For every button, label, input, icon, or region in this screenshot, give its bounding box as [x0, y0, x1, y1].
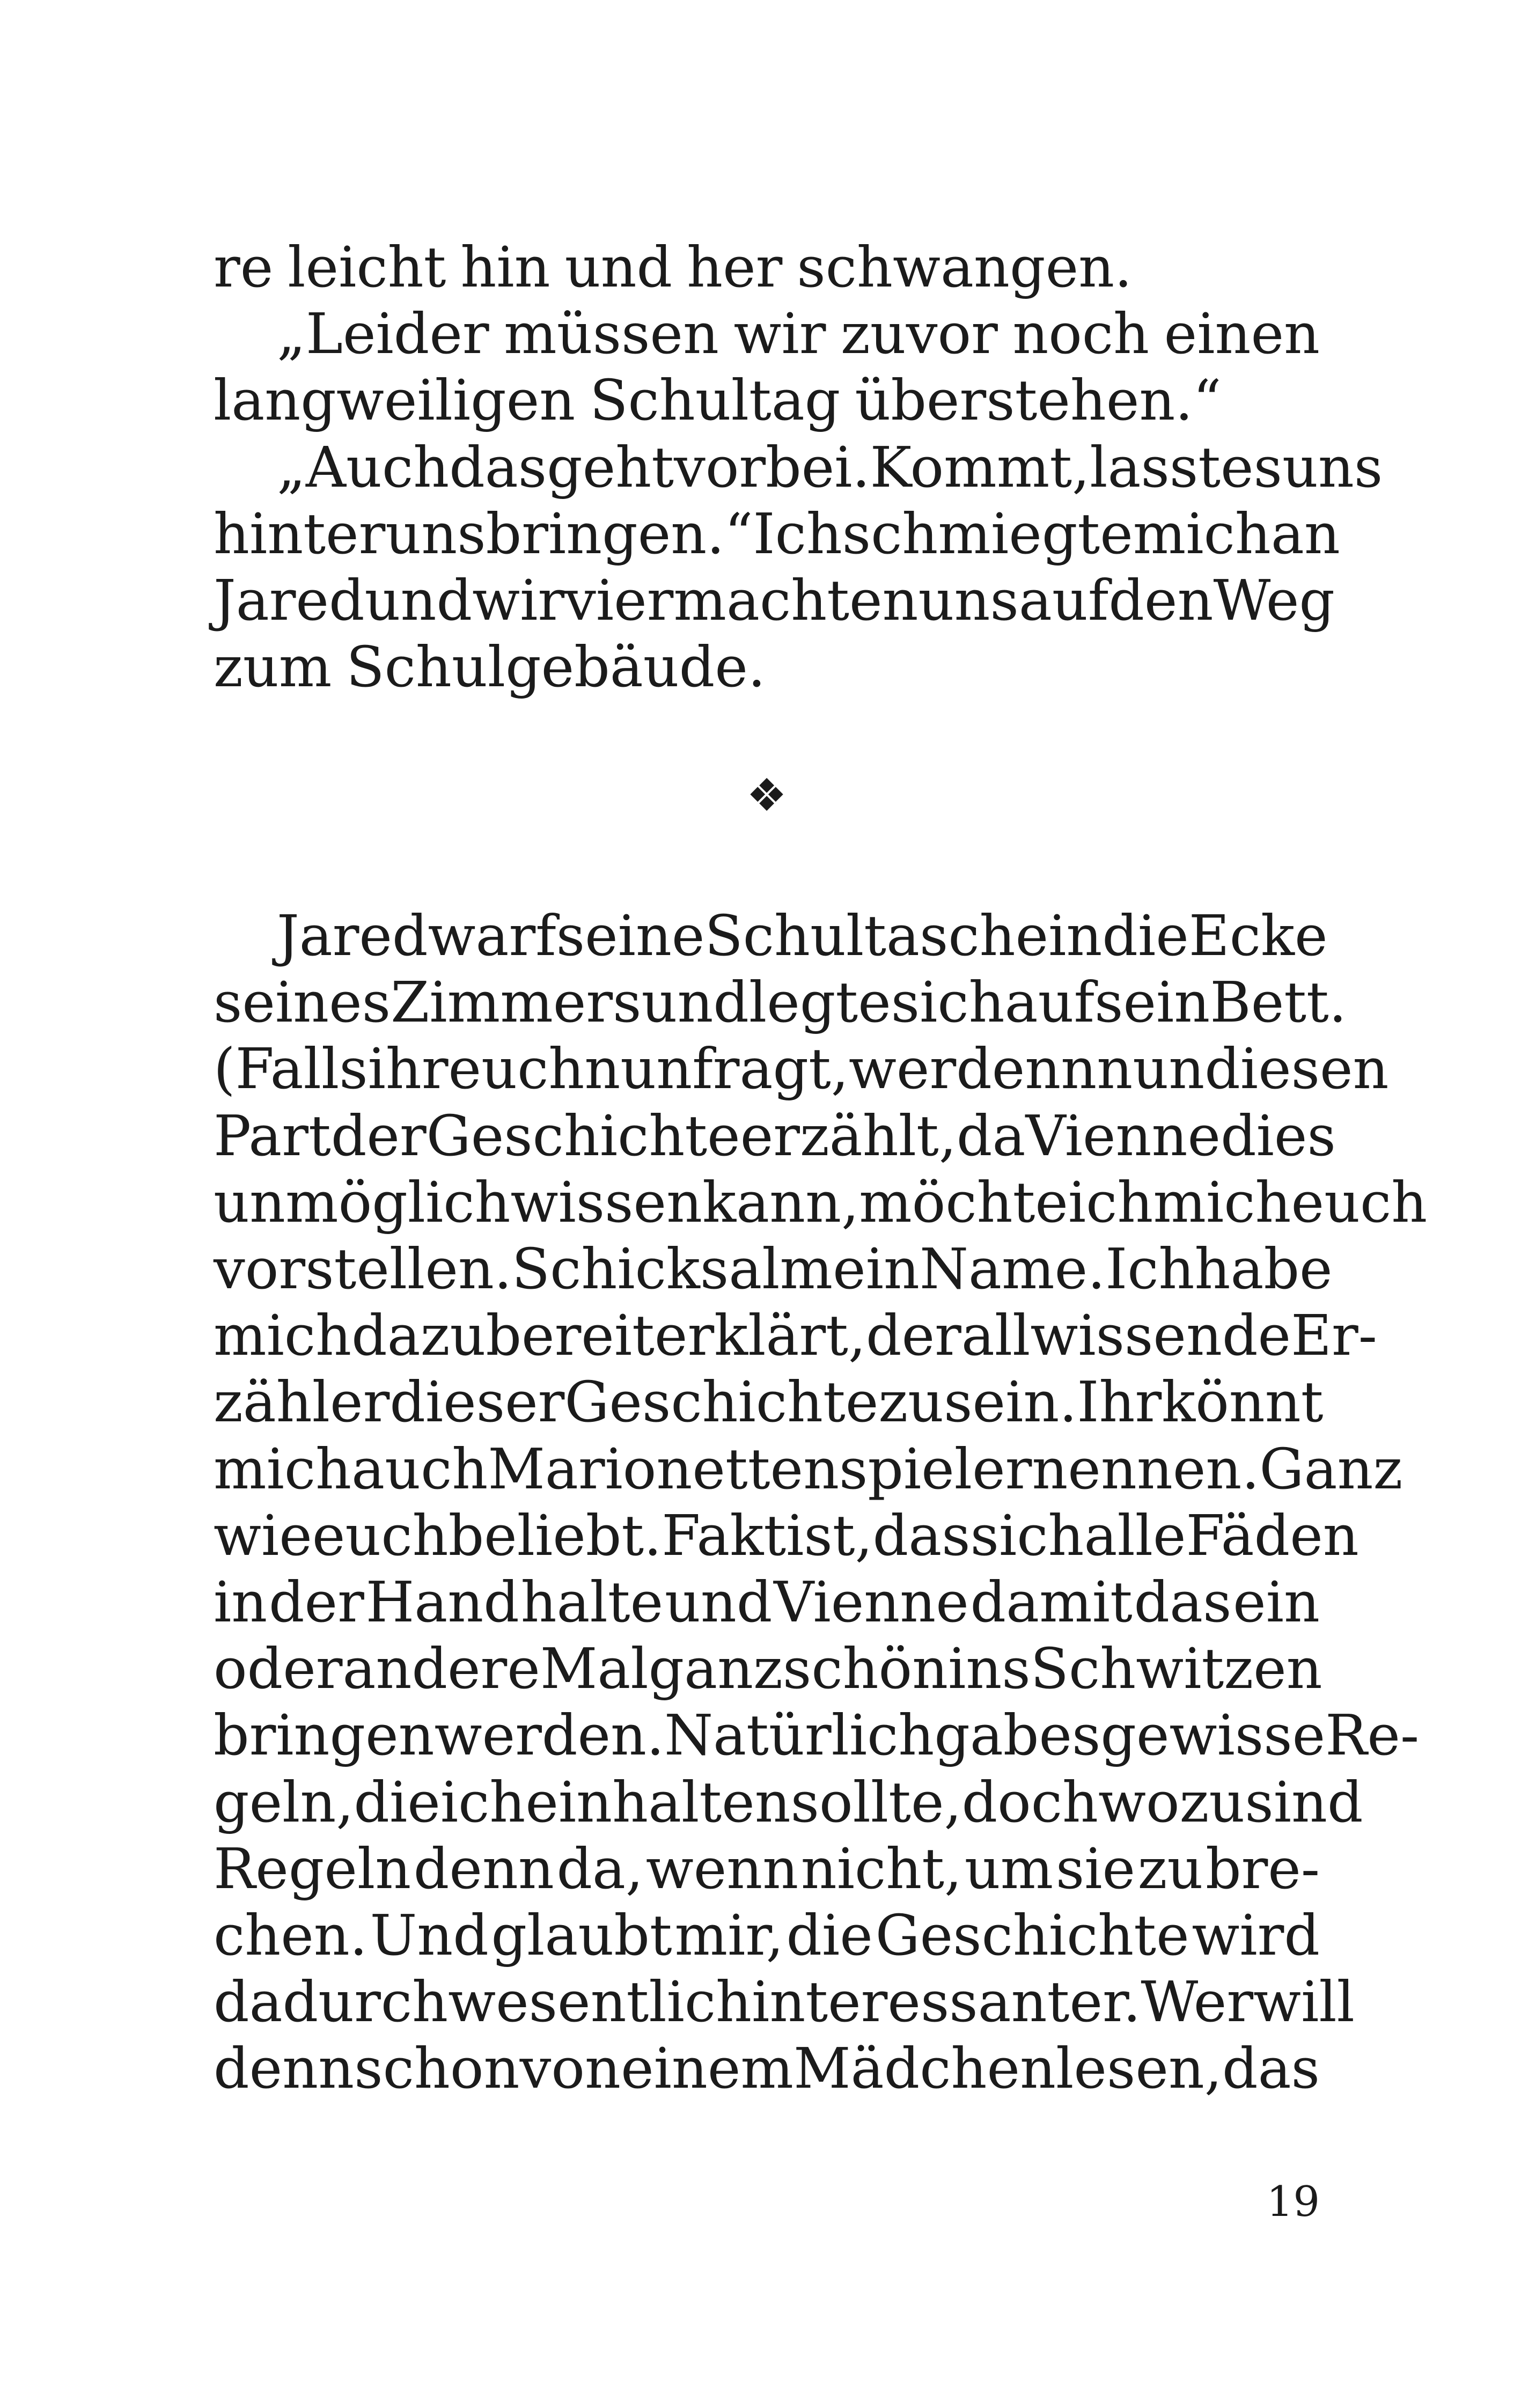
text-line: Jared warf seine Schultasche in die Ecke: [277, 903, 1328, 968]
text-line: unmöglich wissen kann, möchte ich mich euch: [214, 1169, 1428, 1235]
text-line: bringen werden. Natürlich gab es gewisse Re-: [214, 1702, 1420, 1768]
text-line: dadurch wesentlich interessanter. Wer will: [214, 1969, 1355, 2035]
book-page: [214, 0, 1428, 2408]
text-line: Part der Geschichte erzählt, da Vienne dies: [214, 1103, 1336, 1169]
text-line: (Falls ihr euch nun fragt, wer denn nun diesen: [214, 1036, 1389, 1102]
text-line: oder andere Mal ganz schön ins Schwitzen: [214, 1636, 1322, 1702]
text-line: seines Zimmers und legte sich auf sein Bett.: [214, 970, 1347, 1036]
text-line: „Auch das geht vorbei. Kommt, lasst es uns: [277, 434, 1383, 500]
text-line: hinter uns bringen.“ Ich schmiegte mich an: [214, 501, 1340, 567]
text-line: Regeln denn da, wenn nicht, um sie zu bre-: [214, 1836, 1320, 1902]
text-line: zum Schulgebäude.: [214, 634, 766, 700]
text-line: mich auch Marionettenspieler nennen. Ganz: [214, 1436, 1403, 1502]
text-line: wie euch beliebt. Fakt ist, dass ich alle Fäden: [214, 1502, 1359, 1568]
text-line: re leicht hin und her schwangen.: [214, 234, 1133, 300]
section-break-ornament: ❖: [746, 769, 787, 821]
text-line: zähler dieser Geschichte zu sein. Ihr könnt: [214, 1369, 1324, 1435]
text-line: „Leider müssen wir zuvor noch einen: [277, 301, 1320, 367]
text-line: langweiligen Schultag überstehen.“: [214, 368, 1222, 434]
text-line: denn schon von einem Mädchen lesen, das: [214, 2036, 1320, 2102]
text-line: Jared und wir vier machten uns auf den Weg: [214, 568, 1335, 633]
text-line: geln, die ich einhalten sollte, doch wozu sind: [214, 1769, 1363, 1835]
text-line: vorstellen. Schicksal mein Name. Ich habe: [214, 1236, 1333, 1302]
text-line: chen. Und glaubt mir, die Geschichte wird: [214, 1903, 1320, 1968]
text-line: in der Hand halte und Vienne damit das ein: [214, 1569, 1320, 1635]
page-number: 19: [1266, 2178, 1320, 2226]
text-line: mich dazu bereit erklärt, der allwissende Er-: [214, 1303, 1377, 1369]
